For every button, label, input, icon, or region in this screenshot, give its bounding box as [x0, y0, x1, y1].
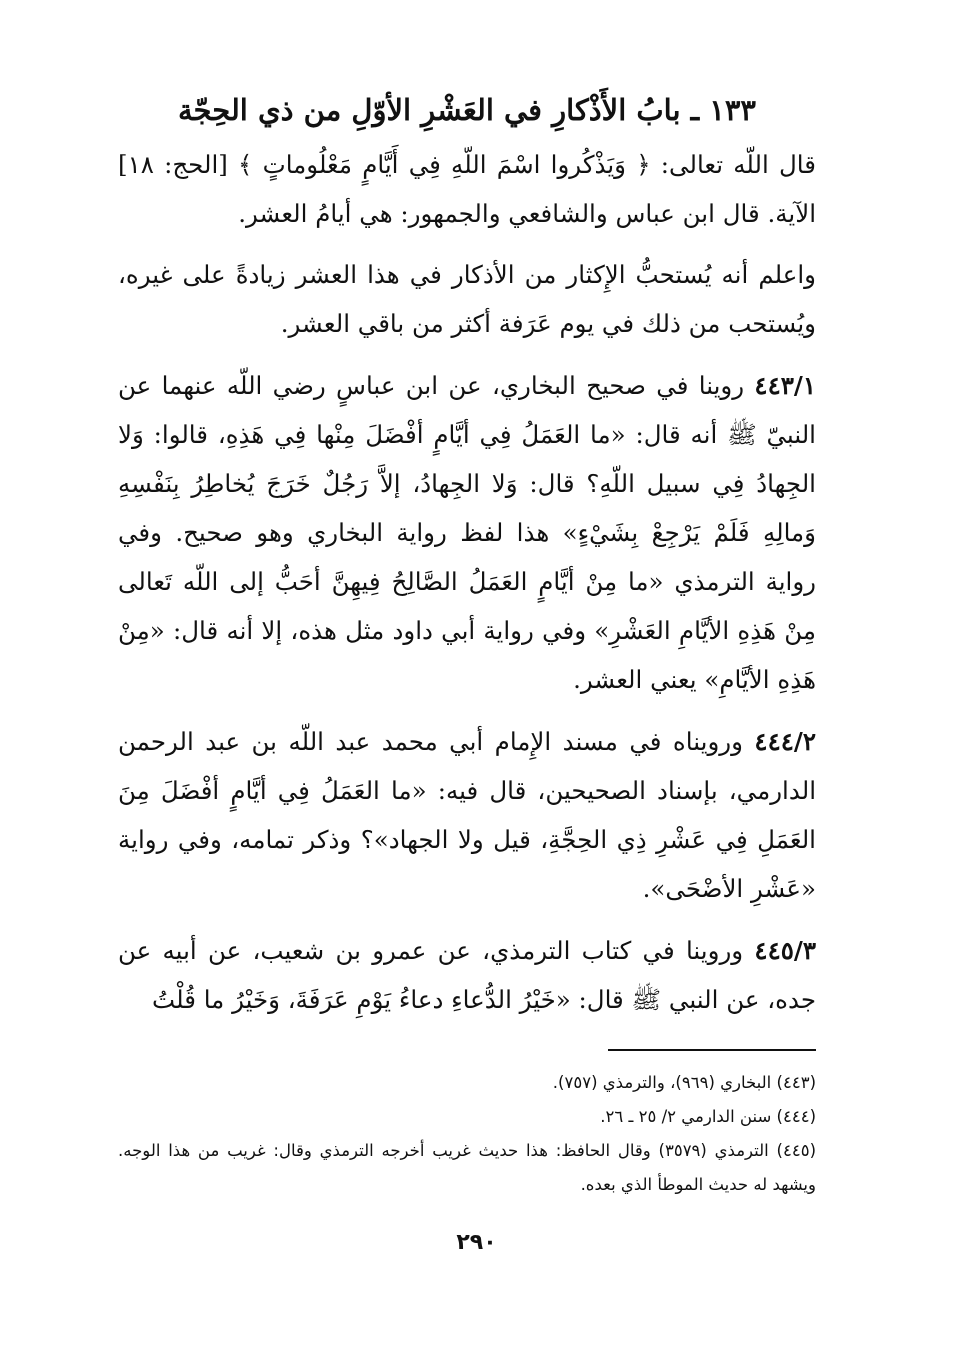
paragraph-intro	[118, 250, 816, 348]
hadith-445	[118, 926, 816, 1024]
paragraph-text: واعلم أنه يُستحبُّ الإِكثار من الأذكار في هذا العشر زيادةً على غيره، ويُستحب من ذلك في يوم عَرَفة أكثر من باقي العشر.	[118, 260, 816, 338]
footnote-divider	[608, 1049, 816, 1051]
hadith-number: ٤٤٤/٢	[754, 727, 816, 756]
page-number: ٢٩٠	[456, 1230, 497, 1255]
footnote-445: (٤٤٥) الترمذي (٣٥٧٩) وقال الحافظ: هذا حديث غريب أخرجه الترمذي وقال: غريب من هذا الوجه. ويشهد له حديث الموطأ الذي بعده.	[118, 1141, 816, 1194]
hadith-443	[118, 361, 816, 704]
footnote-444: (٤٤٤) سنن الدارمي ٢/ ٢٥ ـ ٢٦.	[600, 1107, 816, 1126]
hadith-text: وروينا في كتاب الترمذي، عن عمرو بن شعيب، عن أبيه عن جده، عن النبي ﷺ قال: «خَيْرُ الدُّعاءِ دعاءُ يَوْمِ عَرَفَةَ، وَخَيْرُ ما قُلْتُ	[118, 936, 816, 1014]
hadith-number: ٤٤٣/١	[754, 371, 816, 400]
hadith-text: ورويناه في مسند الإِمام أبي محمد عبد اللّه بن عبد الرحمن الدارمي، بإسناد الصحيحين، قال فيه: «ما العَمَلُ فِي أيَّامٍ أفْضَلَ مِنَ العَمَلِ فِي عَشْرِ ذِي الحِجَّةِ، قيل ولا الجهاد»؟ وذكر تمامه، وفي رواية «عَشْرِ الأضْحَى».	[118, 727, 816, 903]
hadith-444	[118, 717, 816, 913]
paragraph-text: قال اللّه تعالى: ﴿ وَيَذْكُروا اسْمَ اللّهِ فِي أَيَّامٍ مَعْلُوماتٍ ﴾ [الحج: ١٨] الآية. قال ابن عباس والشافعي والجمهور: هي أيامُ العشر.	[118, 150, 816, 228]
footnote-443: (٤٤٣) البخاري (٩٦٩)، والترمذي (٧٥٧).	[552, 1073, 816, 1092]
chapter-title: ١٣٣ ـ بابُ الأَذْكارِ في العَشْرِ الأوّلِ من ذي الحِجّة	[177, 93, 757, 127]
footnotes	[118, 1066, 816, 1202]
hadith-number: ٤٤٥/٣	[754, 936, 816, 965]
paragraph-quran-verse	[118, 140, 816, 238]
main-text	[118, 88, 816, 1037]
hadith-text: روينا في صحيح البخاري، عن ابن عباسٍ رضي اللّه عنهما عن النبيّ ﷺ أنه قال: «ما العَمَلُ فِي أيَّامٍ أفْضَلَ مِنْها فِي هَذِهِ، قالوا: وَلا الجِهادُ فِي سبيل اللّهِ؟ قال: وَلا الجِهادُ، إلاَّ رَجُلٌ خَرَجَ يُخاطِرُ بِنَفْسِهِ وَمالِهِ فَلَمْ يَرْجِعْ بِشَيْءٍ» هذا لفظ رواية البخاري وهو صحيح. وفي رواية الترمذي «ما مِنْ أيَّامٍ العَمَلُ الصَّالِحُ فِيهِنَّ أحَبُّ إلى اللّه تَعالى مِنْ هَذِهِ الأيَّامِ العَشْرِ» وفي رواية أبي داود مثل هذه، إلا أنه قال: «مِنْ هَذِهِ الأيَّامِ» يعني العشر.	[118, 371, 816, 694]
